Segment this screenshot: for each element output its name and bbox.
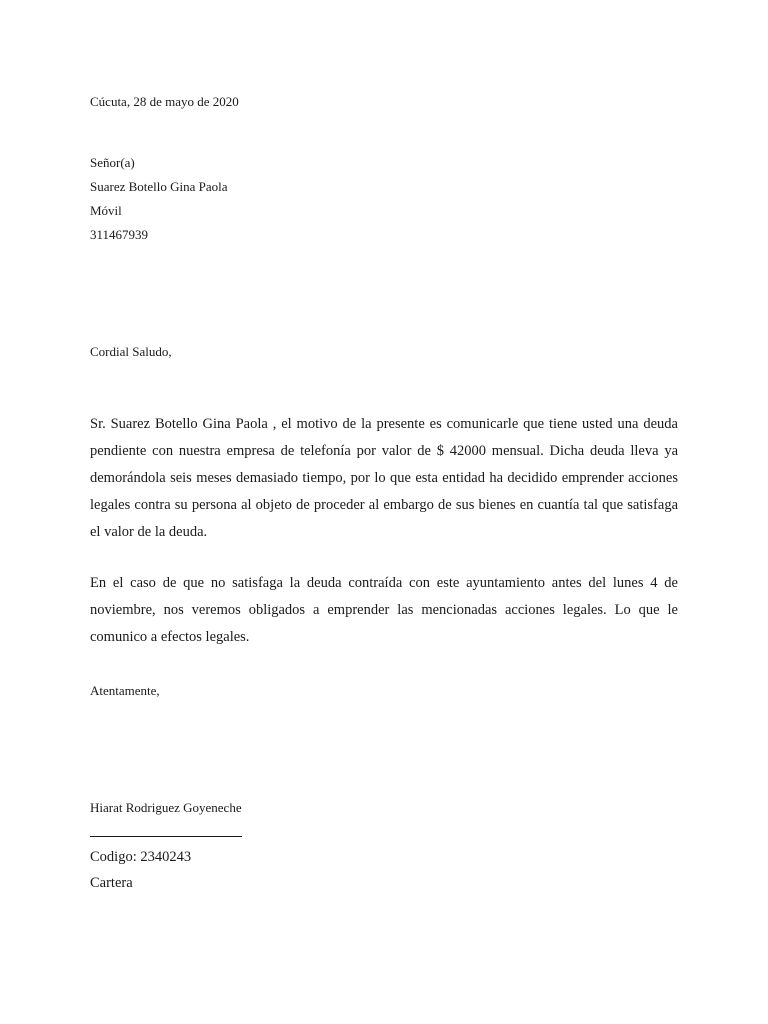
body-paragraph-1: Sr. Suarez Botello Gina Paola , el motivo de la presente es comunicarle que tiene usted una deuda pendiente con nuestra empresa de telefonía por valor de $ 42000 mensual. Dicha deuda lleva ya demorándola seis meses demasiado tiempo, por lo que esta entidad ha decidido emprender acciones legales contra su persona al objeto de proceder al embargo de sus bienes en cuantía tal que satisfaga el valor de la deuda. <box>90 416 678 540</box>
signature-line <box>90 836 242 837</box>
signer-code: Codigo: 2340243 <box>90 849 192 865</box>
recipient-phone-label: Móvil <box>90 203 122 218</box>
recipient-title: Señor(a) <box>90 155 135 170</box>
closing: Atentamente, <box>90 683 160 698</box>
greeting: Cordial Saludo, <box>90 344 172 359</box>
recipient-block <box>90 151 228 247</box>
body-paragraph-2: En el caso de que no satisfaga la deuda contraída con este ayuntamiento antes del lunes 4 de noviembre, nos veremos obligados a emprender las mencionadas acciones legales. Lo que le comunico a efectos legales. <box>90 575 678 645</box>
signer-name: Hiarat Rodriguez Goyeneche <box>90 800 242 815</box>
date-line: Cúcuta, 28 de mayo de 2020 <box>90 94 239 109</box>
signer-department: Cartera <box>90 875 133 891</box>
recipient-phone-number: 311467939 <box>90 227 149 242</box>
recipient-name: Suarez Botello Gina Paola <box>90 179 228 194</box>
